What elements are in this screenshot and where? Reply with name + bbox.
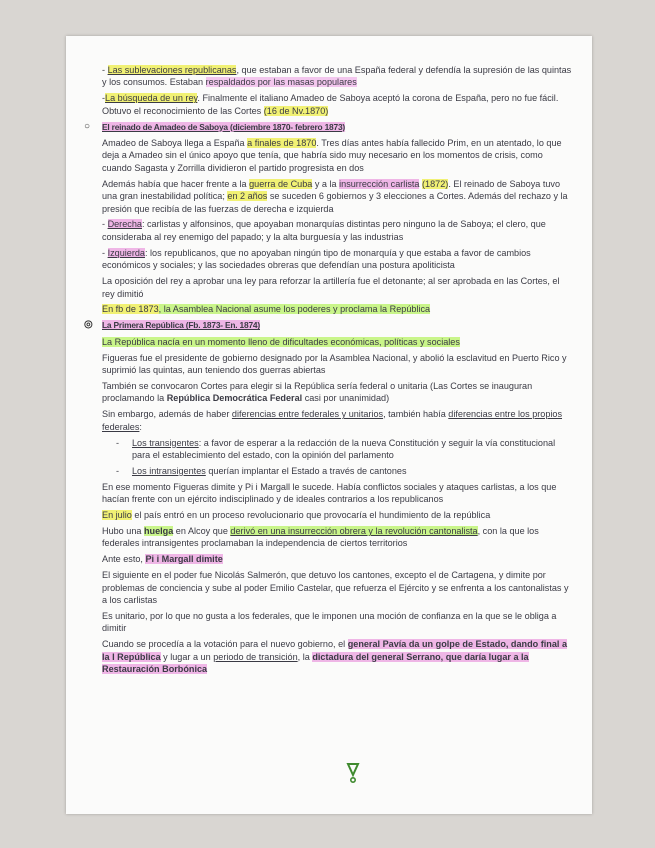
paragraph-huelga: Hubo una huelga en Alcoy que derivó en una insurrección obrera y la revolución cantonalista, con la que los federales intransigentes proclamaban la independencia de ciertos territorios (102, 526, 539, 549)
paragraph-julio: En julio el país entró en un proceso revolucionario que provocaría el hundimiento de la república (102, 510, 491, 521)
notes-content (84, 64, 572, 679)
highlight-1872: (1872) (422, 178, 449, 189)
paragraph-guerra-cuba: Además había que hacer frente a la guerra de Cuba y a la insurrección carlista (1872). El reinado de Saboya tuvo una gran inestabilidad política; en 2 años se suceden 6 gobiernos y 3 elecciones a Cortes. Además del rechazo y la presión que recibía de las fuerzas de derecha e izquierda (102, 178, 568, 214)
paragraph-derecha: - Derecha: carlistas y alfonsinos, que apoyaban monarquías distintas pero ninguno la de Saboya; el clero, que consideraba al rey enemigo del papado; y la alta burguesía y las industrias (102, 219, 546, 242)
heading-primera-republica: ◎ La Primera República (Fb. 1873- En. 1874) (84, 319, 260, 331)
notes-page (66, 36, 592, 814)
list-item-transigentes: - Los transigentes: a favor de esperar a la redacción de la nueva Constitución y seguir la vía constitucional para el establecimiento del estado, con la opinión del parlamento (116, 437, 556, 460)
paragraph-fb-1873: En fb de 1873, la Asamblea Nacional asume los poderes y proclama la República (102, 304, 431, 315)
paragraph-oposicion: La oposición del rey a aprobar una ley para reforzar la artillería fue el detonante; al ser aprobada en las Cortes, el rey dimitió (102, 276, 560, 299)
circle-bullet-icon: ◎ (84, 319, 93, 331)
paragraph-izquierda: - Izquierda: los republicanos, que no apoyaban ningún tipo de monarquía y que estaba a favor de cambios económicos y sociales; y las sociedades obreras que defendían una postura apoliticista (102, 247, 531, 271)
heading-amadeo: ○ El reinado de Amadeo de Saboya (diciembre 1870- febrero 1873) (84, 120, 346, 132)
highlight-derecha: Derecha (107, 219, 142, 230)
paragraph-diferencias: Sin embargo, además de haber diferencias entre federales y unitarios, también había diferencias entre los propios federales: (102, 409, 563, 432)
highlight-busqueda: La búsqueda de un rey (105, 93, 198, 104)
paragraph-ante-esto: Ante esto, Pi i Margall dimite (102, 554, 223, 565)
paragraph-sublevaciones: - Las sublevaciones republicanas, que estaban a favor de una España federal y defendía la supresión de las quintas y los consumos. Estaban respaldados por las masas populares (102, 65, 572, 88)
paragraph-pavia: Cuando se procedía a la votación para el nuevo gobierno, el general Pavía da un golpe de Estado, dando final a la I República y lugar a un periodo de transición, la dictadura del general Serrano, que daría lugar a la Restauración Borbónica (102, 639, 568, 675)
paragraph-busqueda-rey: -La búsqueda de un rey. Finalmente el italiano Amadeo de Saboya aceptó la corona de España, pero no fue fácil. Obtuvo el reconocimiento de las Cortes (16 de Nv.1870) (102, 93, 559, 116)
paragraph-pi-margall-sucede: En ese momento Figueras dimite y Pi i Margall le sucede. Había conflictos sociales y ataques carlistas, a los que hacían frente con un ejército indisciplinado y de ideales contrarios a los republicanos (102, 481, 557, 505)
highlight-sublevaciones: Las sublevaciones republicanas (107, 65, 237, 75)
highlight-insurreccion: insurrección carlista (339, 178, 420, 189)
paragraph-cortes: También se convocaron Cortes para elegir si la República sería federal o unitaria (Las Cortes se inauguran proclamando la República Democrática Federal casi por unanimidad) (102, 380, 533, 404)
highlight-finales-1870: a finales de 1870 (247, 138, 317, 149)
paragraph-figueras: Figueras fue el presidente de gobierno designado por la Asamblea Nacional, y abolió la esclavitud en Puerto Rico y suprimió las quintas, aun teniendo dos guerras abiertas (102, 352, 567, 376)
highlight-masas: respaldados por las masas populares (205, 77, 357, 88)
paragraph-amadeo-llega: Amadeo de Saboya llega a España a finales de 1870. Tres días antes había fallecido Prim, en un atentado, lo que deja a Amadeo sin el único apoyo que tenía, que habría sido muy necesario en los momentos de crisis, como cuando Sagasta y Zorrilla dividieron el partido progresista en dos (102, 138, 562, 173)
highlight-date-1870: (16 de Nv.1870) (263, 105, 329, 116)
paragraph-salmeron: El siguiente en el poder fue Nicolás Salmerón, que detuvo los cantones, excepto el de Cartagena, y dimite por problemas de conciencia y sube al poder Emilio Castelar, que refuerza el Ejército y se enfrenta a los cantonalistas y a los carlistas (102, 570, 569, 606)
highlight-guerra-cuba: guerra de Cuba (249, 178, 313, 189)
highlight-2-anos: en 2 años (227, 191, 268, 202)
highlight-izquierda: Izquierda (107, 247, 145, 258)
paragraph-castelar: Es unitario, por lo que no gusta a los federales, que le imponen una moción de confianza en la que se le obliga a dimitir (102, 610, 557, 634)
circle-bullet-icon: ○ (84, 120, 90, 132)
list-item-intransigentes: - Los intransigentes querían implantar el Estado a través de cantones (116, 465, 407, 476)
highlight-julio: En julio (102, 510, 132, 521)
paragraph-republica-nacia: La República nacía en un momento lleno de dificultades económicas, políticas y sociales (102, 336, 460, 347)
exclamation-mark-icon (346, 762, 360, 786)
highlight-fb-1873: En fb de 1873 (102, 304, 159, 315)
